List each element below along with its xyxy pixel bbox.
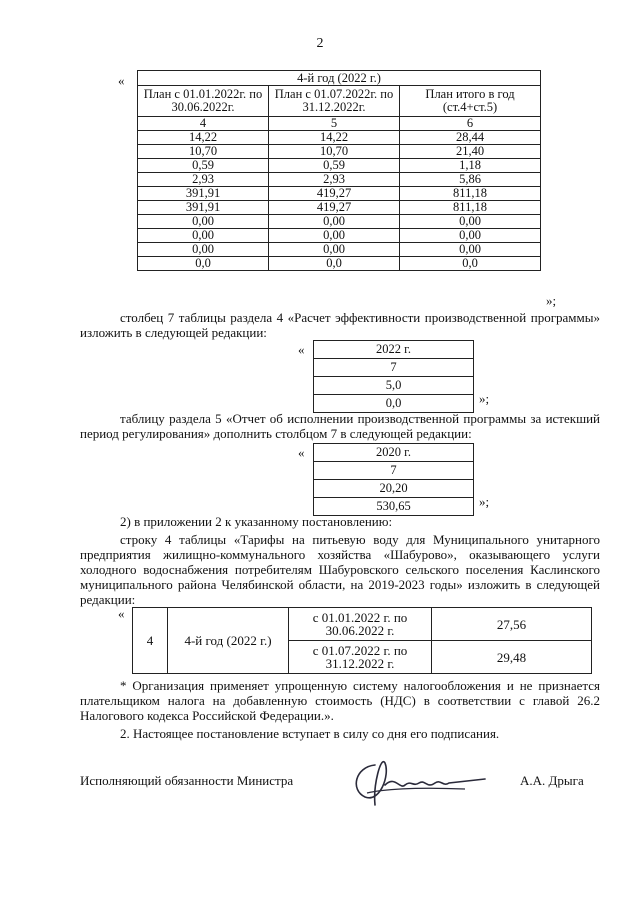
table-cell: 0,00 (269, 215, 400, 229)
report-column-table (313, 443, 474, 516)
table1-open-quote: « (118, 73, 125, 88)
table1-body (138, 131, 541, 271)
handwritten-signature (345, 745, 495, 815)
tariff-row-year: 4-й год (2022 г.) (168, 608, 289, 674)
efficiency-column-table (313, 340, 474, 413)
paragraph-tariff-row: строку 4 таблицы «Тарифы на питьевую воду для Муниципального унитарного предприятия жилищно-коммунального хозяйства «Шабурово», оказывающего услуги холодного водоснабжения потребителям Шабуровского сельского поселения Каслинского муниципального района Челябинской области, на 2019-2023 годы» изложить в следующей редакции: (80, 532, 600, 607)
table-cell: 391,91 (138, 187, 269, 201)
table2-col-number: 7 (314, 359, 474, 377)
table-cell: 14,22 (138, 131, 269, 145)
table-cell: 0,0 (269, 257, 400, 271)
col-number: 5 (269, 117, 400, 131)
table-cell: 2,93 (138, 173, 269, 187)
table-cell: 419,27 (269, 187, 400, 201)
table-cell: 0,00 (138, 243, 269, 257)
table-cell: 419,27 (269, 201, 400, 215)
tariff-row-table (132, 607, 592, 674)
table-cell: 0,00 (138, 215, 269, 229)
table2-open-quote: « (298, 342, 305, 357)
table-cell: 28,44 (400, 131, 541, 145)
page-number: 2 (316, 36, 324, 51)
table-row (138, 201, 541, 215)
table-row (138, 131, 541, 145)
table-row (138, 173, 541, 187)
table-cell: 0,00 (138, 229, 269, 243)
header-plan-h2: План с 01.07.2022г. по 31.12.2022г. (269, 86, 400, 117)
table-cell: 14,22 (269, 131, 400, 145)
tariff-row-number: 4 (133, 608, 168, 674)
col-number: 4 (138, 117, 269, 131)
table-cell: 0,00 (400, 229, 541, 243)
table-cell: 21,40 (400, 145, 541, 159)
tariff-value-2: 29,48 (432, 641, 592, 674)
signatory-name: А.А. Дрыга (520, 773, 584, 788)
tax-footnote: * Организация применяет упрощенную систему налогообложения и не признается плательщиком налога на добавленную стоимость (НДС) в соответствии с главой 26.2 Налогового кодекса Российской Федерации.». (80, 678, 600, 723)
signatory-position: Исполняющий обязанности Министра (80, 773, 294, 788)
table3-value: 20,20 (314, 480, 474, 498)
table4-open-quote: « (118, 606, 125, 621)
table2-close-quote: »; (479, 391, 490, 406)
tariff-period-2: с 01.07.2022 г. по 31.12.2022 г. (289, 641, 432, 674)
table-row (138, 187, 541, 201)
table-cell: 811,18 (400, 201, 541, 215)
paragraph-column7: столбец 7 таблицы раздела 4 «Расчет эффективности производственной программы» изложить в следующей редакции: (80, 310, 600, 340)
table-row (138, 215, 541, 229)
table-cell: 0,00 (400, 215, 541, 229)
table-cell: 0,00 (400, 243, 541, 257)
table2-year: 2022 г. (314, 341, 474, 359)
paragraph-appendix2: 2) в приложении 2 к указанному постановлению: (120, 514, 393, 529)
table-row (138, 257, 541, 271)
table3-open-quote: « (298, 445, 305, 460)
table2-value: 0,0 (314, 395, 474, 413)
table3-col-number: 7 (314, 462, 474, 480)
table-cell: 0,59 (138, 159, 269, 173)
table1-close-quote: »; (546, 293, 557, 308)
table-cell: 2,93 (269, 173, 400, 187)
col-number: 6 (400, 117, 541, 131)
table-cell: 0,00 (269, 229, 400, 243)
table3-value: 530,65 (314, 498, 474, 516)
table-row (138, 145, 541, 159)
tariff-period-1: с 01.01.2022 г. по 30.06.2022 г. (289, 608, 432, 641)
table-cell: 0,0 (400, 257, 541, 271)
table-row (138, 229, 541, 243)
table-row (138, 243, 541, 257)
table-cell: 10,70 (269, 145, 400, 159)
table3-year: 2020 г. (314, 444, 474, 462)
paragraph-report-table: таблицу раздела 5 «Отчет об исполнении производственной программы за истекший период регулирования» дополнить столбцом 7 в следующей редакции: (80, 411, 600, 441)
table-cell: 0,0 (138, 257, 269, 271)
tariff-value-1: 27,56 (432, 608, 592, 641)
table3-close-quote: »; (479, 494, 490, 509)
table-row (138, 159, 541, 173)
production-program-table (137, 70, 541, 271)
table-cell: 1,18 (400, 159, 541, 173)
table-cell: 10,70 (138, 145, 269, 159)
header-plan-h1: План с 01.01.2022г. по 30.06.2022г. (138, 86, 269, 117)
year-header: 4-й год (2022 г.) (138, 71, 541, 86)
table2-value: 5,0 (314, 377, 474, 395)
header-plan-total: План итого в год (ст.4+ст.5) (400, 86, 541, 117)
table-cell: 5,86 (400, 173, 541, 187)
table-cell: 391,91 (138, 201, 269, 215)
table-cell: 0,59 (269, 159, 400, 173)
table-cell: 0,00 (269, 243, 400, 257)
table-cell: 811,18 (400, 187, 541, 201)
paragraph-effective-date: 2. Настоящее постановление вступает в силу со дня его подписания. (120, 726, 500, 741)
